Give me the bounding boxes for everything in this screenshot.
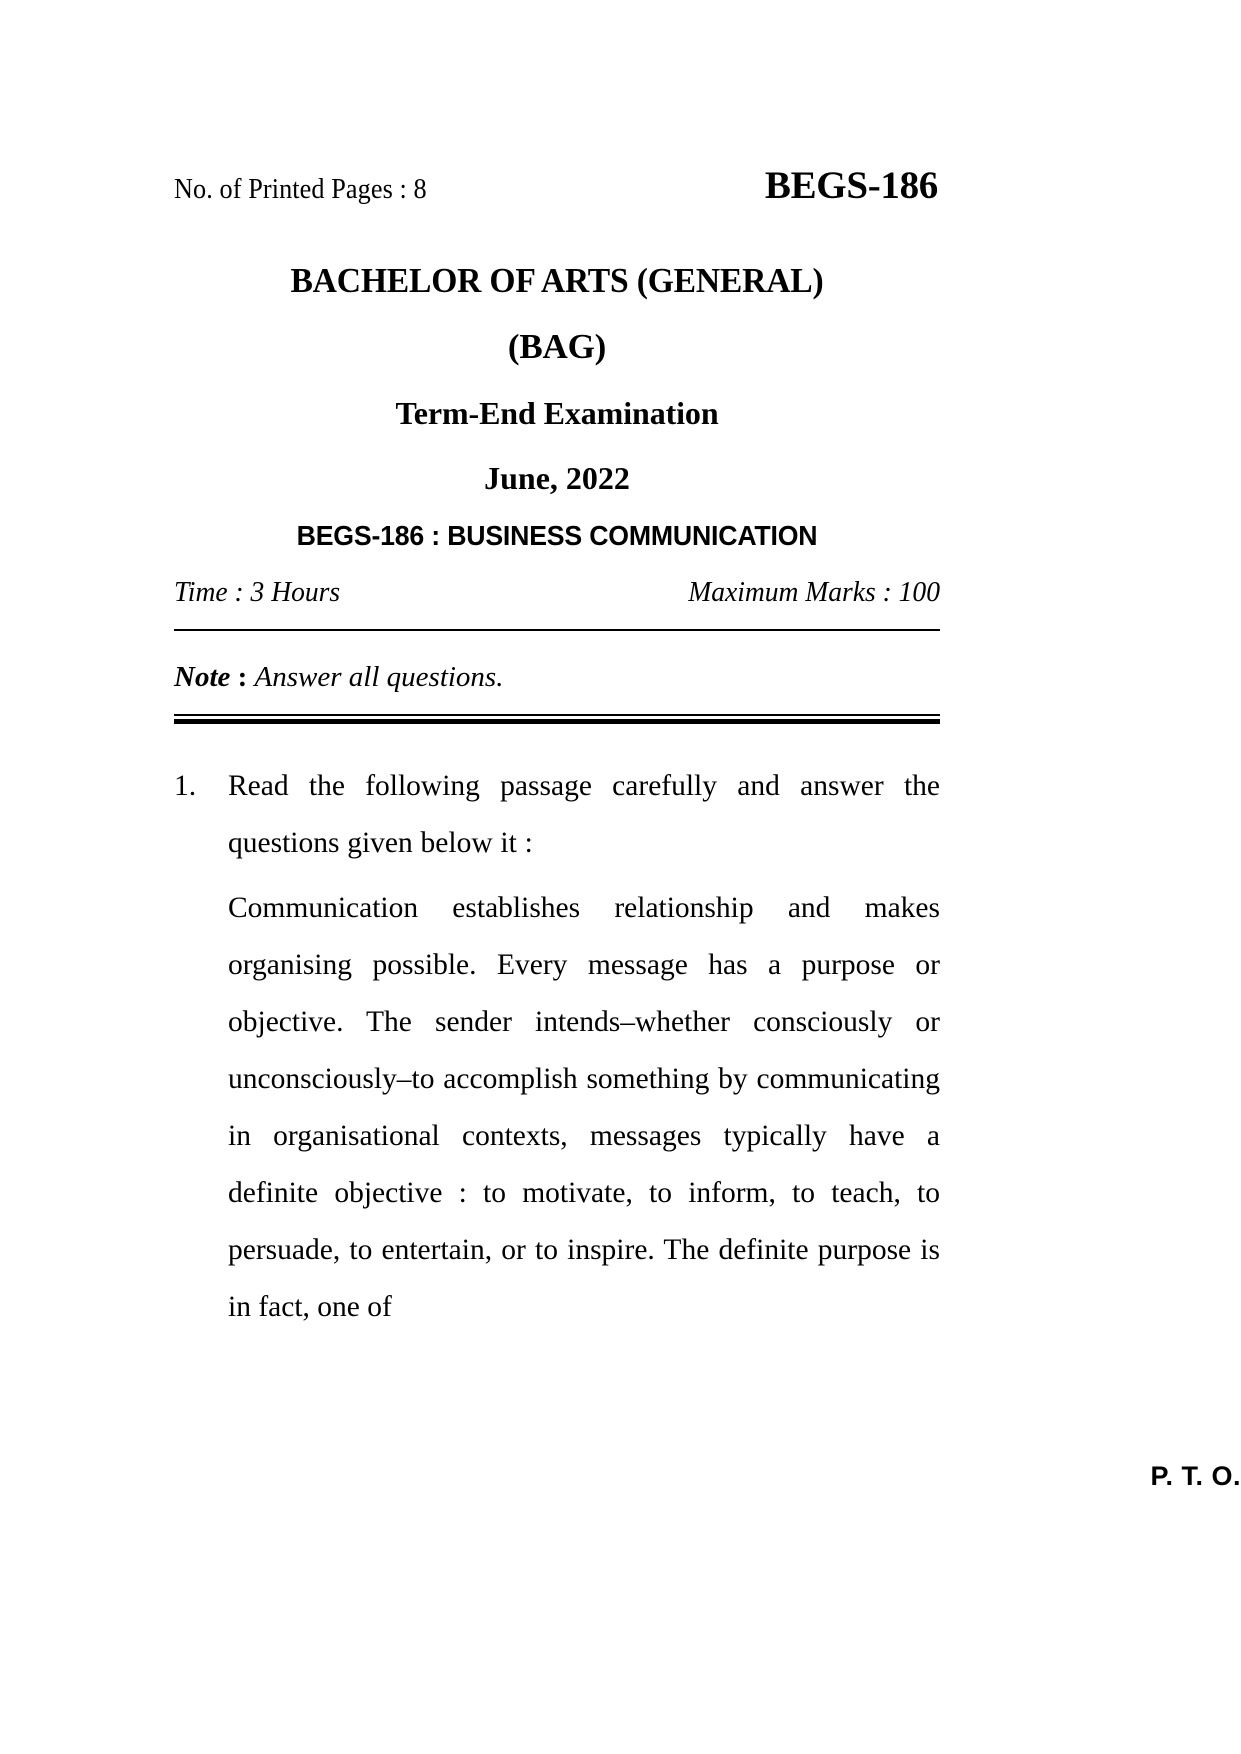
title-block [174,248,940,562]
subject-title: BEGS-186 : BUSINESS COMMUNICATION [296,520,818,551]
maximum-marks: Maximum Marks : 100 [688,576,940,608]
document-header [174,163,940,215]
examination-session: June, 2022 [484,460,630,496]
question-item [174,758,940,1336]
question-body [228,758,940,1336]
note-label: Note [174,661,231,693]
time-allowed: Time : 3 Hours [174,576,341,608]
horizontal-rule-double [174,714,940,724]
course-code: BEGS-186 [764,164,938,207]
rule-thick-line [174,719,940,724]
note-instruction: Answer all questions. [254,661,504,693]
question-passage: Communication establishes relationship and makes organising possible. Every message has a purpose or objective. The sender intends–whether consciously or unconsciously–to accomplish something by communicating in organisational contexts, messages typically have a definite objective : to motivate, to inform, to teach, to persuade, to entertain, or to inspire. The definite purpose is in fact, one of [228,891,940,1323]
question-prompt: Read the following passage carefully and answer the questions given below it : [228,769,940,859]
exam-meta-row [174,576,940,609]
question-number: 1. [174,769,197,802]
page-turn-over-footer: P. T. O. [1150,1461,1241,1491]
note-row [174,661,940,694]
examination-type: Term-End Examination [395,395,719,431]
printed-pages-label: No. of Printed Pages : 8 [174,174,427,205]
horizontal-rule-top [174,629,940,631]
programme-abbreviation: (BAG) [507,327,607,366]
page-content [174,0,940,1336]
programme-title: BACHELOR OF ARTS (GENERAL) [290,261,824,300]
note-separator: : [230,661,255,693]
